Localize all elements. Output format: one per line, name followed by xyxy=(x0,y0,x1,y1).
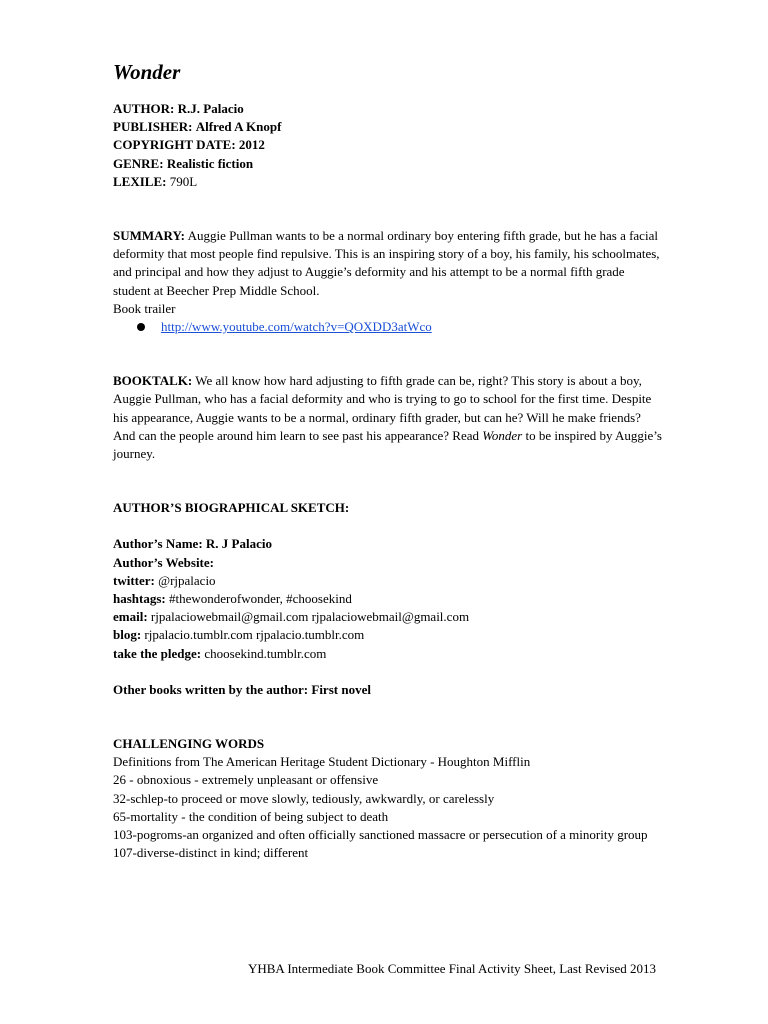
other-books-value: First novel xyxy=(311,681,371,697)
bio-name xyxy=(113,535,665,553)
bio-hashtags-label: hashtags: xyxy=(113,591,166,607)
summary-label: SUMMARY: xyxy=(113,228,186,244)
booktalk-text-end: to be inspired by Auggie’s journey. xyxy=(113,427,662,462)
spacer xyxy=(113,191,665,227)
bio-heading: AUTHOR’S BIOGRAPHICAL SKETCH: xyxy=(113,500,350,516)
booktalk-title-italic: Wonder xyxy=(482,427,523,443)
meta-publisher-value: Alfred A Knopf xyxy=(195,119,282,135)
meta-genre xyxy=(113,155,665,173)
spacer xyxy=(113,663,665,681)
bio-email xyxy=(113,608,665,626)
meta-copyright xyxy=(113,136,665,154)
bio-pledge-value: choosekind.tumblr.com xyxy=(204,645,327,661)
meta-lexile-value: 790L xyxy=(169,173,198,189)
trailer-link[interactable]: http://www.youtube.com/watch?v=QOXDD3atWco xyxy=(161,319,432,335)
bio-name-value: R. J Palacio xyxy=(205,536,272,552)
bio-pledge xyxy=(113,645,665,663)
bio-twitter-value: @rjpalacio xyxy=(158,572,216,588)
bio-website-label: Author’s Website: xyxy=(113,554,214,570)
spacer xyxy=(113,699,665,735)
word-item: 26 - obnoxious - extremely unpleasant or offensive xyxy=(113,772,379,788)
meta-genre-label: GENRE: xyxy=(113,155,164,171)
bullet-icon xyxy=(137,323,145,331)
bio-email-label: email: xyxy=(113,609,148,625)
challenging-heading: CHALLENGING WORDS xyxy=(113,736,265,752)
book-trailer-label: Book trailer xyxy=(113,300,176,316)
other-books-label: Other books written by the author: xyxy=(113,681,309,697)
meta-lexile xyxy=(113,173,665,191)
bio-section xyxy=(113,499,665,699)
book-title: Wonder xyxy=(113,60,181,84)
booktalk-paragraph xyxy=(113,372,665,463)
bio-hashtags-value: #thewonderofwonder, #choosekind xyxy=(169,591,352,607)
booktalk-label: BOOKTALK: xyxy=(113,373,193,389)
word-item: 103-pogroms-an organized and often officially sanctioned massacre or persecution of a minority group xyxy=(113,827,648,843)
meta-publisher xyxy=(113,118,665,136)
bio-pledge-label: take the pledge: xyxy=(113,645,202,661)
document-content xyxy=(113,58,665,862)
bio-twitter xyxy=(113,572,665,590)
bio-hashtags xyxy=(113,590,665,608)
meta-copyright-value: 2012 xyxy=(238,137,265,153)
word-item: 107-diverse-distinct in kind; different xyxy=(113,845,309,861)
meta-genre-value: Realistic fiction xyxy=(166,155,254,171)
word-item: 65-mortality - the condition of being subject to death xyxy=(113,808,389,824)
word-item: 32-schlep-to proceed or move slowly, tediously, awkwardly, or carelessly xyxy=(113,790,495,806)
bio-blog-value: rjpalacio.tumblr.com rjpalacio.tumblr.com xyxy=(144,627,365,643)
bio-blog xyxy=(113,626,665,644)
page-footer: YHBA Intermediate Book Committee Final Activity Sheet, Last Revised 2013 xyxy=(247,961,656,976)
booktalk-text: We all know how hard adjusting to fifth grade can be, right? This story is about a boy, Auggie Pullman, who has a facial deformity and who is trying to go to school for the first time. Despite his appearance, Auggie wants to be a normal, ordinary fifth grader, but can he? Will he make friends? And can the people around him learn to see past his appearance? Read xyxy=(113,373,652,443)
spacer xyxy=(113,517,665,535)
spacer xyxy=(113,463,665,499)
book-meta xyxy=(113,100,665,191)
meta-author-value: R.J. Palacio xyxy=(177,101,244,116)
bio-email-value: rjpalaciowebmail@gmail.com rjpalaciowebmail@gmail.com xyxy=(150,609,470,625)
meta-copyright-label: COPYRIGHT DATE: xyxy=(113,137,236,153)
bio-twitter-label: twitter: xyxy=(113,572,155,588)
summary-section xyxy=(113,227,665,336)
challenging-words-section xyxy=(113,735,665,862)
bio-name-label: Author’s Name: xyxy=(113,536,203,552)
summary-text: Auggie Pullman wants to be a normal ordinary boy entering fifth grade, but he has a facial deformity that most people find repulsive. This is an inspiring story of a boy, his family, his schoolmates, and principal and how they adjust to Auggie’s deformity and his attempt to be a normal fifth grade student at Beecher Prep Middle School. xyxy=(113,228,660,298)
meta-author xyxy=(113,100,665,118)
summary-paragraph xyxy=(113,227,665,300)
meta-publisher-label: PUBLISHER: xyxy=(113,119,193,135)
trailer-list-item xyxy=(113,318,665,336)
spacer xyxy=(113,336,665,372)
booktalk-section xyxy=(113,372,665,463)
dictionary-source: Definitions from The American Heritage Student Dictionary - Houghton Mifflin xyxy=(113,754,531,770)
other-books xyxy=(113,681,665,699)
meta-lexile-label: LEXILE: xyxy=(113,173,167,189)
meta-author-label: AUTHOR: xyxy=(113,101,175,116)
bio-blog-label: blog: xyxy=(113,627,142,643)
